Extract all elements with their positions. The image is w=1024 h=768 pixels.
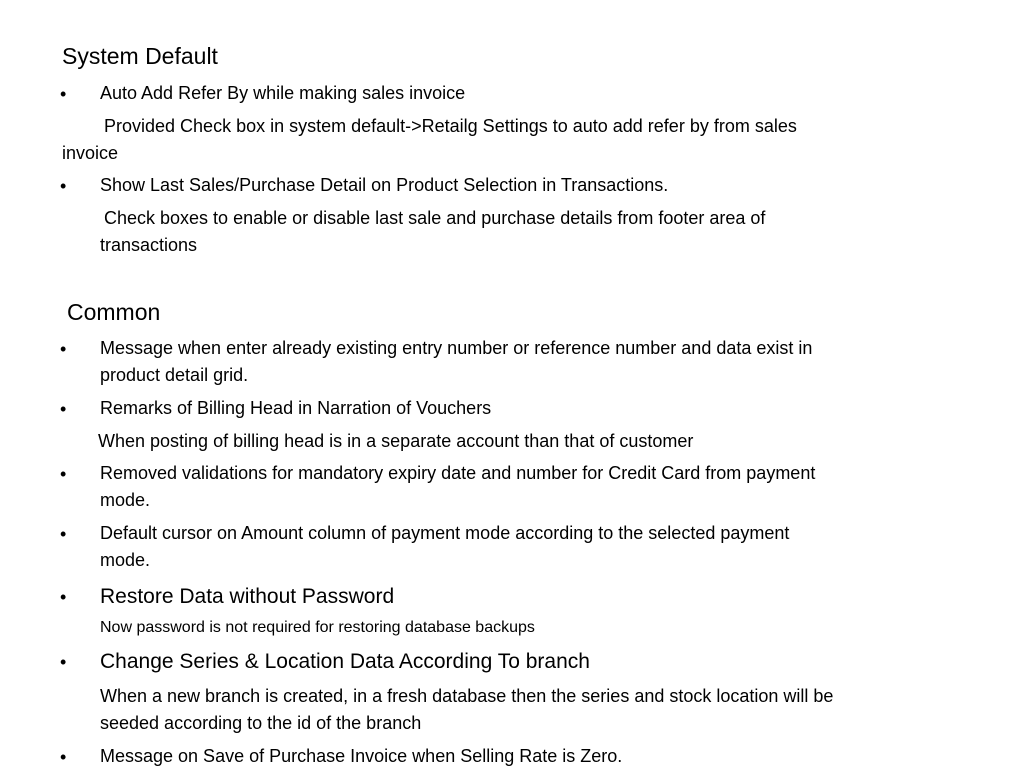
- bullet: •: [60, 399, 67, 419]
- list-item-description: When a new branch is created, in a fresh database then the series and stock location will be: [100, 686, 834, 706]
- bullet: •: [60, 84, 67, 104]
- list-item-message-existing-entry: Message when enter already existing entry number or reference number and data exist in: [100, 338, 813, 358]
- list-item-show-last-sales: Show Last Sales/Purchase Detail on Product Selection in Transactions.: [100, 175, 669, 195]
- bullet: •: [60, 464, 67, 484]
- list-item-restore-data: Restore Data without Password: [100, 585, 395, 608]
- list-item-removed-validations: Removed validations for mandatory expiry date and number for Credit Card from payment: [100, 463, 816, 483]
- bullet: •: [60, 524, 67, 544]
- list-item-description: transactions: [100, 235, 198, 255]
- bullet: •: [60, 339, 67, 359]
- section-title-system-default: System Default: [62, 43, 218, 69]
- bullet: •: [60, 652, 67, 672]
- list-item-description: seeded according to the id of the branch: [100, 713, 422, 733]
- list-item-change-series-location: Change Series & Location Data According To branch: [100, 650, 590, 673]
- bullet: •: [60, 176, 67, 196]
- list-item-remarks-billing-head: Remarks of Billing Head in Narration of Vouchers: [100, 398, 492, 418]
- list-item-description: invoice: [62, 143, 119, 163]
- list-item-description: Now password is not required for restoring database backups: [100, 619, 535, 636]
- list-item-message-purchase-invoice: Message on Save of Purchase Invoice when Selling Rate is Zero.: [100, 746, 623, 766]
- bullet: •: [60, 587, 67, 607]
- list-item-continuation: product detail grid.: [100, 365, 249, 385]
- bullet: •: [60, 747, 67, 767]
- list-item-default-cursor: Default cursor on Amount column of payment mode according to the selected payment: [100, 523, 790, 543]
- list-item-description: Check boxes to enable or disable last sale and purchase details from footer area of: [104, 208, 766, 228]
- list-item-description: When posting of billing head is in a separate account than that of customer: [98, 431, 694, 451]
- list-item-description: Provided Check box in system default->Retailg Settings to auto add refer by from sales: [104, 116, 797, 136]
- list-item-continuation: mode.: [100, 550, 151, 570]
- section-title-common: Common: [67, 299, 161, 325]
- list-item-continuation: mode.: [100, 490, 151, 510]
- list-item-auto-add-refer-by: Auto Add Refer By while making sales invoice: [100, 83, 466, 103]
